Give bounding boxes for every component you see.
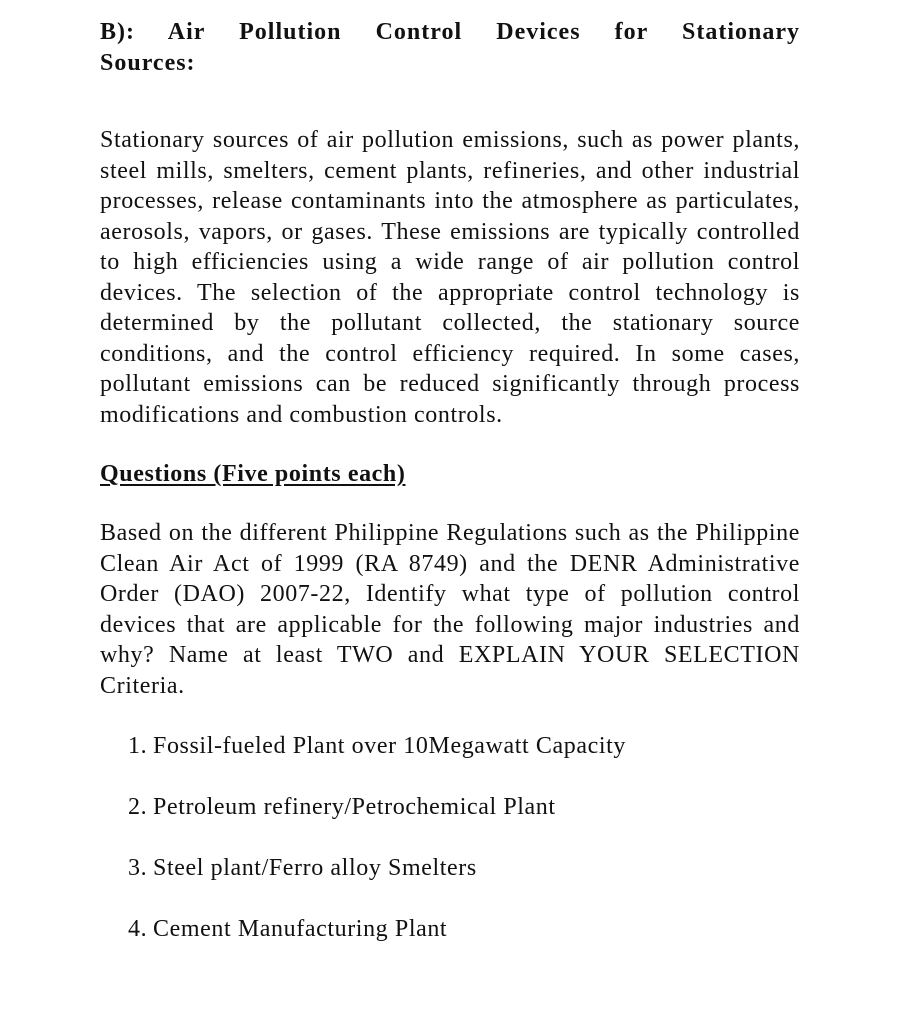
section-heading-line2: Sources: bbox=[100, 50, 196, 76]
question-list bbox=[128, 731, 800, 944]
question-number: 1. bbox=[128, 733, 148, 759]
questions-heading: Questions (Five points each) bbox=[100, 461, 406, 487]
question-item-4 bbox=[128, 914, 800, 944]
question-text: Petroleum refinery/Petrochemical Plant bbox=[153, 794, 556, 820]
question-number: 3. bbox=[128, 855, 148, 881]
document-page bbox=[100, 17, 800, 975]
intro-paragraph: Stationary sources of air pollution emissions, such as power plants, steel mills, smelters, cement plants, refineries, and other industrial processes, release contaminants into the atmosphere as particulates, aerosols, vapors, or gases. These emissions are typically controlled to high efficiencies using a wide range of air pollution control devices. The selection of the appropriate control technology is determined by the pollutant collected, the stationary source conditions, and the control efficiency required. In some cases, pollutant emissions can be reduced significantly through process modifications and combustion controls. bbox=[100, 127, 800, 428]
question-text: Steel plant/Ferro alloy Smelters bbox=[153, 855, 477, 881]
question-number: 2. bbox=[128, 794, 148, 820]
question-text: Cement Manufacturing Plant bbox=[153, 916, 448, 942]
question-number: 4. bbox=[128, 916, 148, 942]
question-item-2 bbox=[128, 792, 800, 822]
questions-prompt: Based on the different Philippine Regulations such as the Philippine Clean Air Act of 1999 (RA 8749) and the DENR Administrative Order (DAO) 2007-22, Identify what type of pollution control devices that are applicable for the following major industries and why? Name at least TWO and EXPLAIN YOUR SELECTION Criteria. bbox=[100, 520, 800, 699]
section-heading bbox=[100, 17, 800, 79]
section-heading-line1: B): Air Pollution Control Devices for Stationary bbox=[100, 19, 800, 45]
question-text: Fossil-fueled Plant over 10Megawatt Capacity bbox=[153, 733, 626, 759]
question-item-1 bbox=[128, 731, 800, 761]
question-item-3 bbox=[128, 853, 800, 883]
